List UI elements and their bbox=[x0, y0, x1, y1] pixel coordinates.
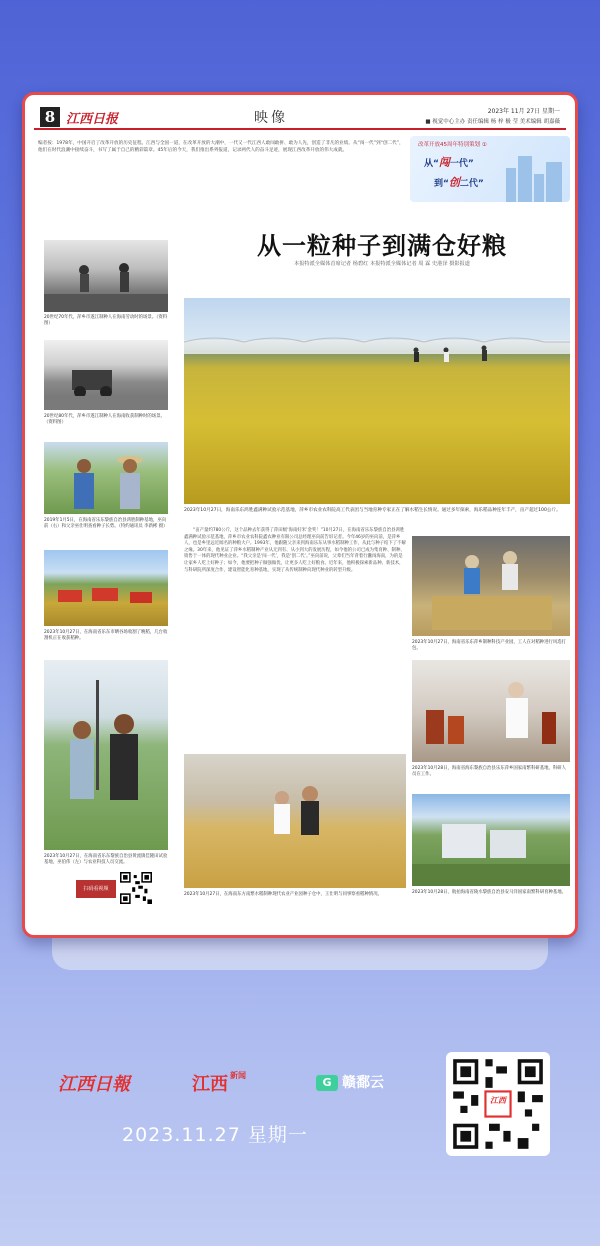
banner-building bbox=[534, 174, 544, 202]
photo-caption: 2023年10月27日，海南省乐东萍乡制种科技产业园，工人在对稻种进行风选打包。 bbox=[412, 640, 567, 651]
qr-code-icon bbox=[120, 872, 152, 904]
footer-logos bbox=[58, 1070, 418, 1100]
photo-combine-harvest bbox=[44, 550, 168, 626]
photo-greenhouse-and-people bbox=[184, 298, 570, 504]
page-header bbox=[34, 104, 566, 130]
ganpo-cloud-icon: G bbox=[316, 1075, 338, 1091]
paper-logo: 江西日报 bbox=[66, 112, 119, 127]
photo-caption: 2023年10月28日，航拍海南省陵水黎族自治县安马洋国家南繁科研育种基地。 bbox=[412, 890, 567, 895]
photo-caption: 2023年10月27日，在海南省乐东黎族自治县黄流镇佳隆田试验基地，巫伯伟（左）与农业科技人员交流。 bbox=[44, 854, 168, 865]
logo-sub: 新闻 bbox=[230, 1070, 246, 1080]
video-qr-code[interactable] bbox=[120, 872, 152, 904]
photo-historic-farm bbox=[44, 240, 168, 312]
footer-qr-code[interactable] bbox=[446, 1052, 550, 1156]
photo-figures bbox=[44, 240, 168, 312]
banner-building bbox=[518, 156, 532, 202]
jiangxi-daily-logo: 江西日報 bbox=[58, 1074, 130, 1095]
photo-caption: 2019年1月5日，在海南省乐东黎族自治县鸿胜制种基地，巫向前（右）和父亲巫仕明查看种子长势。（特约通讯员 李新彬 摄） bbox=[44, 518, 168, 529]
newspaper-inner bbox=[34, 104, 566, 926]
photo-granary bbox=[184, 754, 406, 888]
photo-lab bbox=[412, 660, 570, 762]
photo-field-inspection bbox=[44, 660, 168, 850]
photo-combines bbox=[44, 550, 168, 626]
video-badge[interactable]: 扫码看视频 bbox=[76, 880, 116, 898]
qr-center-logo: 江西 bbox=[490, 1095, 506, 1105]
jiangxi-news-logo bbox=[192, 1070, 246, 1096]
banner-emphasis: 创 bbox=[448, 176, 460, 189]
article-body: “亩产量约780公斤，这个品种去年获得了萍田级‘海南好米’金奖！”10月27日，在海南省乐东黎族自治县鸿胜鑫满种试验示范基地，萍乡市农业农科院鑫农种业有限公司总经理巫向前告诉记者。今年46岁的巫向前，是萍乡人，也是乡里远近闻名的种粮大户。1993年，他跟随父亲来到海南乐东从事水稻制种工作，从此与种子结下了不解之缘。30年来，他见证了萍乡水稻制种产业从无到有、从小到大的发展历程，如今他的公司已成为集育种、制种、销售于一体的现代种业企业。“我父亲是‘闯一代’，我是‘创二代’。”巫向前说，父辈们当年背着行囊闯海南，为的是让家乡人吃上好种子；如今，他要把种子做强做优，让更多人吃上好粮食。近年来，他积极探索新品种、新技术，与科研院所深度合作，建设智能化育种基地，实现了从传统制种向现代种业的转型升级。 bbox=[184, 528, 406, 573]
banner-building bbox=[506, 168, 516, 202]
section-title: 映像 bbox=[254, 110, 288, 126]
banner-line-1 bbox=[424, 154, 474, 170]
page-number: 8 bbox=[40, 107, 60, 127]
photo-lab-research bbox=[412, 660, 570, 762]
photo-caption: 2023年10月27日，在海南东方南繁水稻制种现代农业产业园种子仓中，王仕明与同事察看稻种情况。 bbox=[184, 892, 382, 897]
logo-text: 赣鄱云 bbox=[342, 1075, 384, 1091]
photo-caption: 20世纪70年代，萍乡市遂江制种人在海南劳动时的场景。（资料图） bbox=[44, 315, 168, 326]
photo-historic-harvest bbox=[44, 340, 168, 410]
banner-text: 二代” bbox=[459, 179, 484, 189]
series-banner bbox=[410, 136, 570, 202]
newspaper-page bbox=[22, 92, 578, 938]
photo-two-men bbox=[184, 754, 406, 888]
photo-seed-packing bbox=[412, 536, 570, 636]
banner-line-2 bbox=[434, 174, 484, 190]
photo-workers bbox=[412, 536, 570, 636]
series-label: 改革开放45周年特别策划 ① bbox=[418, 142, 487, 148]
logo-main: 江西 bbox=[192, 1074, 228, 1095]
banner-text: 一代” bbox=[449, 159, 474, 169]
photo-machine bbox=[44, 340, 168, 410]
banner-text: 到“ bbox=[434, 179, 449, 189]
banner-building bbox=[546, 162, 562, 202]
banner-text: 从“ bbox=[424, 159, 439, 169]
ganpo-cloud-logo bbox=[316, 1072, 384, 1092]
photo-father-son bbox=[44, 442, 168, 514]
photo-caption: 20世纪80年代，萍乡市遂江制种人在海南收获制种时的场景。（资料图） bbox=[44, 414, 165, 425]
article-byline: 本报特派全媒体首席记者 杨碧红 本报特派全媒体记者 周 霖 史港泽 摄影报道 bbox=[294, 261, 470, 267]
main-photo-caption: 2023年10月27日，海南乐东鸿胜鑫满种试验示范基地，萍乡市农业农科院高工代表团与当地育种专家正在了解水稻生长情况。通过多年探索，海乐稻品种连年丰产，亩产超过100公斤。 bbox=[184, 508, 561, 513]
editors-line: ■ 视觉中心主办 责任编辑 杨 梓 极 莹 美术编辑 胡嘉薇 bbox=[425, 119, 560, 125]
photo-men-in-field bbox=[44, 660, 168, 850]
photo-aerial-base bbox=[412, 794, 570, 886]
photo-caption: 2023年10月28日，海南省海东黎族自治县乐东萍乡国家南繁科研基地，科研人员在工作。 bbox=[412, 766, 567, 777]
editor-note: 编者按：1978年，中国开启了改革开放的历史征程。江西与全国一道，在改革开放的大潮中，一代又一代江西人敢闯敢拼、敢为人先，创造了非凡的业绩。从“闯一代”到“创二代”，他们在时代浪潮中接续奋斗，书写了属于自己的精彩篇章。45年后的今天，我们推出系列报道，记录两代人的奋斗足迹，展现江西改革开放的伟大成就。 bbox=[38, 141, 404, 154]
photo-buildings bbox=[412, 794, 570, 886]
banner-emphasis: 闯 bbox=[438, 156, 450, 169]
issue-date: 2023年 11月 27日 星期一 bbox=[487, 108, 560, 115]
photo-people bbox=[44, 442, 168, 514]
main-photo-rice-field bbox=[184, 298, 570, 504]
article-headline: 从一粒种子到满仓好粮 bbox=[257, 231, 507, 260]
footer-date: 2023.11.27 星期一 bbox=[122, 1124, 308, 1146]
photo-caption: 2023年10月27日，在海南省乐东市晒谷场收割了晚稻，几台收割机正在收获稻种。 bbox=[44, 630, 168, 641]
